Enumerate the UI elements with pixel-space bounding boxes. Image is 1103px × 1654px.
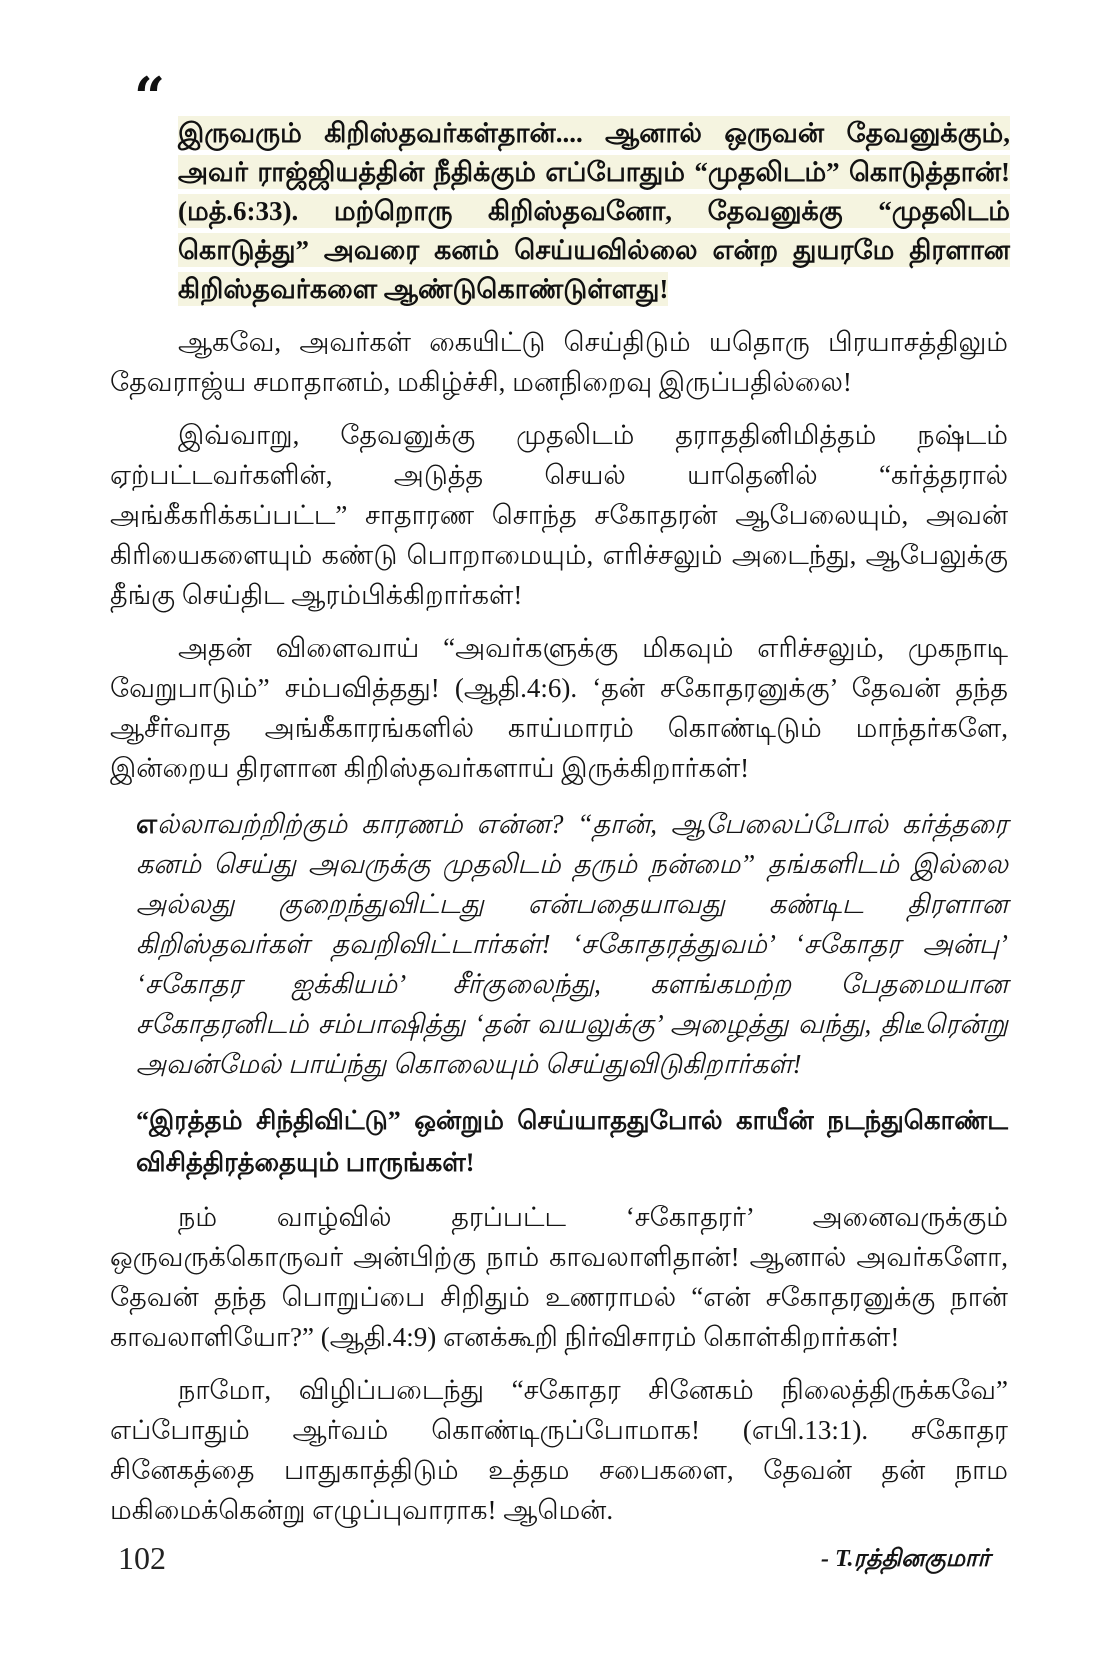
paragraph-4-italic-blockquote [136, 804, 1008, 1084]
paragraph-2: இவ்வாறு, தேவனுக்கு முதலிடம் தராததினிமித்தம் நஷ்டம் ஏற்பட்டவர்களின், அடுத்த செயல் யாதெனில் “கர்த்தரால் அங்கீகரிக்கப்பட்ட” சாதாரண சொந்த சகோதரன் ஆபேலையும், அவன் கிரியைகளையும் கண்டு பொறாமையும், எரிச்சலும் அடைந்து, ஆபேலுக்கு தீங்கு செய்திட ஆரம்பிக்கிறார்கள்! [110, 420, 1008, 610]
page-number: 102 [118, 1540, 166, 1576]
lead-letter: எ [136, 809, 158, 839]
opening-quote-icon: “ [134, 65, 166, 129]
author-signature: - T.ரத்தினகுமார் [821, 1546, 990, 1572]
paragraph-7: நாமோ, விழிப்படைந்து “சகோதர சினேகம் நிலைத்திருக்கவே” எப்போதும் ஆர்வம் கொண்டிருப்போமாக! (எபி.13:1). சகோதர சினேகத்தை பாதுகாத்திடும் உத்தம சபைகளை, தேவன் தன் நாம மகிமைக்கென்று எழுப்புவாராக! ஆமென். [110, 1375, 1008, 1525]
paragraph-3: அதன் விளைவாய் “அவர்களுக்கு மிகவும் எரிச்சலும், முகநாடி வேறுபாடும்” சம்பவித்தது! (ஆதி.4:6). ‘தன் சகோதரனுக்கு’ தேவன் தந்த ஆசீர்வாத அங்கீகாரங்களில் காய்மாரம் கொண்டிடும் மாந்தர்களே, இன்றைய திரளான கிறிஸ்தவர்களாய் இருக்கிறார்கள்! [110, 633, 1008, 783]
highlighted-quote-block [178, 114, 1010, 309]
paragraph-5-bold: “இரத்தம் சிந்திவிட்டு” ஒன்றும் செய்யாததுபோல் காயீன் நடந்துகொண்ட விசித்திரத்தையும் பாருங்கள்! [136, 1106, 1008, 1177]
highlighted-quote-text: இருவரும் கிறிஸ்தவர்கள்தான்.... ஆனால் ஒருவன் தேவனுக்கும், அவர் ராஜ்ஜியத்தின் நீதிக்கும் எப்போதும் “முதலிடம்” கொடுத்தான்! (மத்.6:33). மற்றொரு கிறிஸ்தவனோ, தேவனுக்கு “முதலிடம் கொடுத்து” அவரை கனம் செய்யவில்லை என்ற துயரமே திரளான கிறிஸ்தவர்களை ஆண்டுகொண்டுள்ளது! [178, 118, 1010, 304]
paragraph-1: ஆகவே, அவர்கள் கையிட்டு செய்திடும் யதொரு பிரயாசத்திலும் தேவராஜ்ய சமாதானம், மகிழ்ச்சி, மனநிறைவு இருப்பதில்லை! [110, 327, 1008, 397]
paragraph-6: நம் வாழ்வில் தரப்பட்ட ‘சகோதரர்’ அனைவருக்கும் ஒருவருக்கொருவர் அன்பிற்கு நாம் காவலாளிதான்! ஆனால் அவர்களோ, தேவன் தந்த பொறுப்பை சிறிதும் உணராமல் “என் சகோதரனுக்கு நான் காவலாளியோ?” (ஆதி.4:9) எனக்கூறி நிர்விசாரம் கொள்கிறார்கள்! [110, 1202, 1008, 1352]
italic-paragraph-text: ல்லாவற்றிற்கும் காரணம் என்ன? “தான், ஆபேலைப்போல் கர்த்தரை கனம் செய்து அவருக்கு முதலிடம் தரும் நன்மை” தங்களிடம் இல்லை அல்லது குறைந்துவிட்டது என்பதையாவது கண்டிட திரளான கிறிஸ்தவர்கள் தவறிவிட்டார்கள்! ‘சகோதரத்துவம்’ ‘சகோதர அன்பு’ ‘சகோதர ஐக்கியம்’ சீர்குலைந்து, களங்கமற்ற பேதமையான சகோதரனிடம் சம்பாஷித்து ‘தன் வயலுக்கு’ அழைத்து வந்து, திடீரென்று அவன்மேல் பாய்ந்து கொலையும் செய்துவிடுகிறார்கள்! [136, 809, 1008, 1079]
